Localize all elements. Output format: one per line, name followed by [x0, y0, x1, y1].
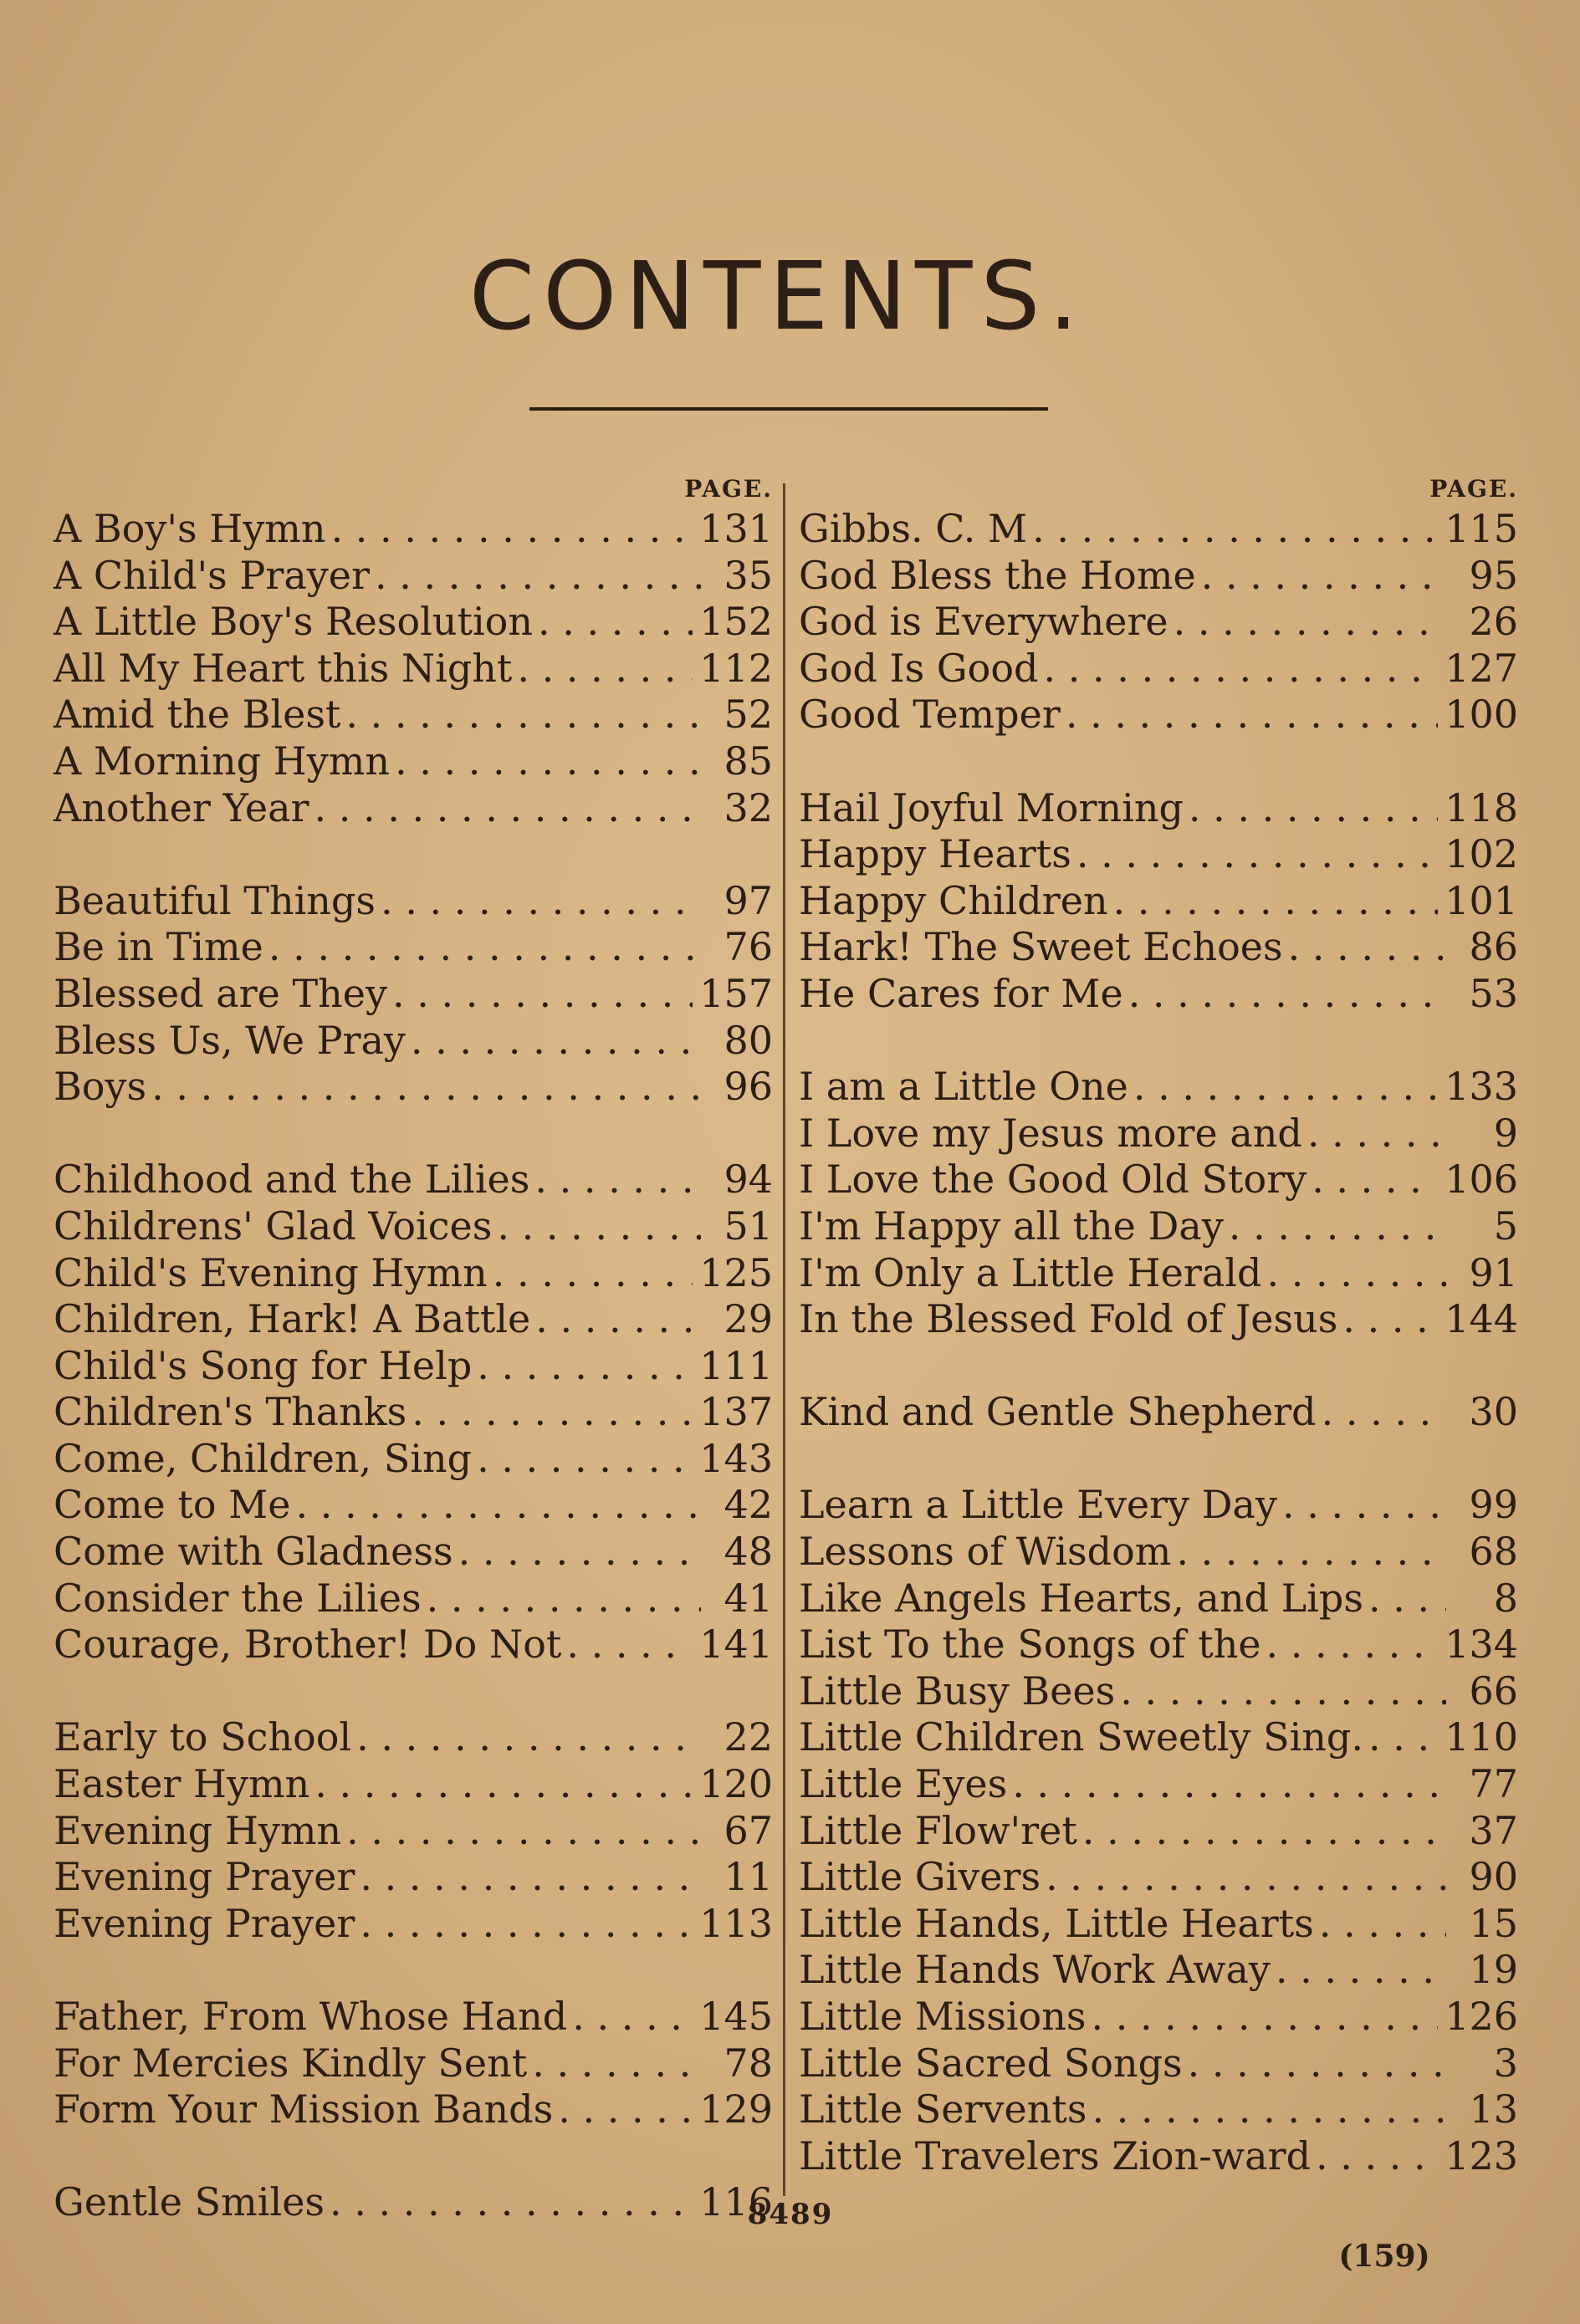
contents-right-column	[799, 472, 1518, 2179]
dot-leader	[1229, 1203, 1446, 1250]
entry-page-number: 123	[1444, 2132, 1518, 2178]
dot-leader	[1044, 646, 1439, 692]
entry-title: A Child's Prayer	[54, 552, 370, 598]
page-column-header-left: PAGE.	[684, 475, 773, 503]
entry-page-number: 113	[699, 1900, 773, 1946]
dot-leader	[1082, 1808, 1446, 1855]
entry-title: Little Hands Work Away	[799, 1947, 1271, 1993]
contents-entry	[54, 1714, 773, 1761]
entry-page-number: 15	[1469, 1900, 1518, 1946]
entry-title: Little Flow'ret	[799, 1807, 1077, 1853]
entry-title: Gentle Smiles	[54, 2179, 325, 2225]
entry-title: Lessons of Wisdom	[799, 1529, 1172, 1575]
dot-leader	[1092, 2086, 1446, 2133]
contents-entry	[54, 924, 773, 971]
entry-page-number: 134	[1444, 1622, 1518, 1668]
entry-page-number: 85	[724, 738, 773, 784]
entry-page-number: 97	[724, 877, 773, 923]
entry-page-number: 11	[724, 1854, 773, 1900]
dot-leader	[572, 1994, 693, 2041]
entry-title: Little Servents	[799, 2086, 1087, 2132]
dot-leader	[1266, 1250, 1446, 1297]
entry-title: Easter Hymn	[54, 1761, 310, 1807]
entry-page-number: 76	[724, 924, 773, 970]
contents-entry	[799, 1111, 1518, 1157]
entry-title: Little Children Sweetly Sing.	[799, 1714, 1363, 1760]
entry-page-number: 106	[1444, 1157, 1518, 1203]
contents-entry	[799, 2133, 1518, 2180]
entry-page-number: 94	[724, 1157, 773, 1203]
entry-page-number: 144	[1444, 1296, 1518, 1342]
contents-entry	[54, 1436, 773, 1483]
entry-page-number: 68	[1469, 1529, 1518, 1575]
entry-page-number: 9	[1493, 1110, 1518, 1156]
dot-leader	[395, 738, 701, 785]
dot-leader	[392, 971, 693, 1018]
entry-title: Good Temper	[799, 692, 1061, 738]
entry-title: Evening Hymn	[54, 1807, 342, 1853]
entry-page-number: 111	[699, 1342, 773, 1388]
entry-title: Another Year	[54, 784, 309, 830]
entry-title: I am a Little One	[799, 1064, 1128, 1110]
entry-title: For Mercies Kindly Sent	[54, 2040, 528, 2086]
entry-title: God is Everywhere	[799, 599, 1168, 645]
dot-leader	[1032, 506, 1438, 553]
dot-leader	[477, 1343, 693, 1390]
entry-title: Little Travelers Zion-ward	[799, 2132, 1312, 2178]
entry-title: He Cares for Me	[799, 970, 1123, 1016]
contents-entry	[799, 1947, 1518, 1994]
contents-entry	[799, 924, 1518, 971]
contents-entry	[54, 692, 773, 738]
entry-page-number: 19	[1469, 1947, 1518, 1993]
entry-page-number: 133	[1444, 1064, 1518, 1110]
dot-leader	[1188, 2041, 1446, 2087]
entry-page-number: 102	[1444, 831, 1518, 877]
entry-title: In the Blessed Fold of Jesus	[799, 1296, 1338, 1342]
entry-title: Come to Me	[54, 1482, 291, 1528]
contents-entry	[799, 1203, 1518, 1250]
entry-title: God Bless the Home	[799, 552, 1196, 598]
contents-entry	[799, 1157, 1518, 1203]
contents-entry	[799, 1622, 1518, 1668]
entry-title: Little Eyes	[799, 1761, 1008, 1807]
dot-leader	[1133, 1064, 1438, 1111]
entry-title: Hark! The Sweet Echoes	[799, 924, 1283, 970]
entry-page-number: 91	[1469, 1249, 1518, 1295]
entry-title: Be in Time	[54, 924, 263, 970]
contents-entry	[54, 878, 773, 925]
entry-page-number: 137	[699, 1389, 773, 1435]
entry-title: Little Missions	[799, 1994, 1087, 2039]
contents-entry	[799, 1064, 1518, 1111]
entry-page-number: 78	[724, 2040, 773, 2086]
contents-entry	[799, 1389, 1518, 1436]
dot-leader	[1201, 553, 1446, 600]
contents-entry	[54, 2086, 773, 2133]
entry-title: Gibbs. C. M	[799, 506, 1028, 551]
entry-title: Children, Hark! A Battle	[54, 1296, 531, 1342]
dot-leader	[330, 2179, 693, 2226]
entry-title: Kind and Gentle Shepherd	[799, 1389, 1317, 1435]
entry-title: Bless Us, We Pray	[54, 1017, 406, 1063]
page-number: (159)	[1338, 2239, 1430, 2274]
contents-entry	[54, 1389, 773, 1436]
entry-title: Children's Thanks	[54, 1389, 407, 1435]
dot-leader	[458, 1529, 701, 1576]
entry-page-number: 116	[699, 2179, 773, 2225]
contents-entry	[799, 1296, 1518, 1343]
contents-entry	[799, 1482, 1518, 1529]
contents-entry	[54, 971, 773, 1018]
entry-title: Father, From Whose Hand	[54, 1994, 568, 2039]
dot-leader	[1113, 878, 1439, 925]
entry-page-number: 5	[1493, 1203, 1518, 1249]
contents-entry	[54, 738, 773, 785]
entry-page-number: 129	[699, 2086, 773, 2132]
dot-leader	[1120, 1668, 1446, 1715]
dot-leader	[295, 1482, 701, 1529]
entry-title: Amid the Blest	[54, 692, 341, 738]
entry-page-number: 26	[1469, 599, 1518, 645]
contents-entry	[54, 1529, 773, 1576]
contents-entry	[54, 1622, 773, 1668]
dot-leader	[558, 2086, 693, 2133]
entry-page-number: 86	[1469, 924, 1518, 970]
entry-title: Hail Joyful Morning	[799, 784, 1184, 830]
entry-page-number: 51	[724, 1203, 773, 1249]
entry-page-number: 8	[1493, 1575, 1518, 1621]
entry-title: Come with Gladness	[54, 1529, 453, 1575]
contents-entry	[54, 1157, 773, 1203]
entry-title: Childhood and the Lilies	[54, 1157, 530, 1203]
contents-entry	[54, 1482, 773, 1529]
contents-entry	[799, 1808, 1518, 1855]
dot-leader	[1091, 1994, 1438, 2041]
entry-title: I Love the Good Old Story	[799, 1157, 1307, 1203]
contents-entry	[799, 506, 1518, 553]
contents-entry	[799, 1761, 1518, 1808]
entry-title: A Little Boy's Resolution	[54, 599, 534, 645]
dot-leader	[411, 1018, 701, 1065]
contents-entry	[799, 1576, 1518, 1622]
entry-page-number: 115	[1444, 506, 1518, 551]
entry-title: Consider the Lilies	[54, 1575, 422, 1621]
dot-leader	[1012, 1761, 1446, 1808]
contents-entry	[799, 785, 1518, 832]
entry-page-number: 77	[1469, 1761, 1518, 1807]
entry-page-number: 41	[724, 1575, 773, 1621]
entry-title: Childrens' Glad Voices	[54, 1203, 493, 1249]
contents-entry	[54, 1343, 773, 1390]
dot-leader	[1319, 1901, 1446, 1948]
dot-leader	[1342, 1296, 1438, 1343]
contents-entry	[799, 1901, 1518, 1948]
entry-page-number: 127	[1444, 645, 1518, 691]
dot-leader	[360, 1901, 693, 1948]
entry-page-number: 29	[724, 1296, 773, 1342]
entry-page-number: 52	[724, 692, 773, 738]
entry-page-number: 30	[1469, 1389, 1518, 1435]
entry-title: Little Hands, Little Hearts	[799, 1900, 1314, 1946]
entry-title: I Love my Jesus more and	[799, 1110, 1302, 1156]
entry-page-number: 120	[699, 1761, 773, 1807]
contents-entry	[799, 878, 1518, 925]
entry-title: I'm Happy all the Day	[799, 1203, 1224, 1249]
entry-title: Form Your Mission Bands	[54, 2086, 554, 2132]
contents-entry	[799, 971, 1518, 1018]
contents-entry	[54, 1576, 773, 1622]
dot-leader	[1266, 1622, 1439, 1668]
dot-leader	[1288, 924, 1446, 971]
dot-leader	[1316, 2133, 1438, 2180]
contents-entry	[799, 1668, 1518, 1715]
contents-entry	[54, 646, 773, 692]
contents-entry	[799, 831, 1518, 878]
contents-entry	[799, 646, 1518, 692]
contents-entry	[799, 1714, 1518, 1761]
contents-entry	[54, 1064, 773, 1111]
dot-leader	[538, 599, 693, 646]
entry-page-number: 143	[699, 1435, 773, 1481]
dot-leader	[345, 692, 701, 738]
entry-title: Learn a Little Every Day	[799, 1482, 1277, 1528]
contents-entry	[54, 1761, 773, 1808]
entry-page-number: 157	[699, 970, 773, 1016]
entry-title: God Is Good	[799, 645, 1039, 691]
contents-entry	[799, 1529, 1518, 1576]
contents-entry	[54, 2041, 773, 2087]
contents-entry	[54, 1901, 773, 1948]
dot-leader	[493, 1250, 693, 1297]
entry-title: Courage, Brother! Do Not	[54, 1622, 562, 1668]
entry-page-number: 32	[724, 784, 773, 830]
contents-entry	[799, 692, 1518, 738]
dot-leader	[381, 878, 701, 925]
dot-leader	[1128, 971, 1446, 1018]
dot-leader	[375, 553, 701, 600]
entry-page-number: 80	[724, 1017, 773, 1063]
entry-title: Evening Prayer	[54, 1854, 355, 1900]
entry-title: List To the Songs of the	[799, 1622, 1261, 1668]
contents-entry	[54, 1250, 773, 1297]
entry-title: Little Givers	[799, 1854, 1041, 1900]
dot-leader	[1076, 831, 1438, 878]
entry-page-number: 125	[699, 1249, 773, 1295]
contents-entry	[54, 785, 773, 832]
contents-entry	[799, 1854, 1518, 1901]
entry-page-number: 100	[1444, 692, 1518, 738]
entry-page-number: 37	[1469, 1807, 1518, 1853]
entry-page-number: 35	[724, 552, 773, 598]
entry-page-number: 141	[699, 1622, 773, 1668]
entry-title: Early to School	[54, 1714, 352, 1760]
dot-leader	[1282, 1482, 1446, 1529]
entry-page-number: 110	[1444, 1714, 1518, 1760]
entry-page-number: 96	[724, 1064, 773, 1110]
page-title: CONTENTS.	[468, 243, 1087, 351]
dot-leader	[535, 1296, 701, 1343]
entry-title: Evening Prayer	[54, 1900, 355, 1946]
dot-leader	[314, 785, 702, 832]
dot-leader	[1368, 1714, 1438, 1761]
entry-page-number: 42	[724, 1482, 773, 1528]
entry-title: Child's Song for Help	[54, 1342, 473, 1388]
entry-page-number: 22	[724, 1714, 773, 1760]
entry-title: Little Busy Bees	[799, 1668, 1116, 1714]
entry-page-number: 99	[1469, 1482, 1518, 1528]
entry-page-number: 101	[1444, 877, 1518, 923]
dot-leader	[1276, 1947, 1446, 1994]
contents-entry	[54, 1018, 773, 1065]
contents-list-right	[799, 506, 1518, 2179]
entry-title: A Morning Hymn	[54, 738, 391, 784]
entry-page-number: 53	[1469, 970, 1518, 1016]
dot-leader	[346, 1808, 701, 1855]
contents-entry	[799, 1994, 1518, 2041]
title-rule	[529, 407, 1048, 411]
entry-title: Boys	[54, 1064, 147, 1110]
dot-leader	[497, 1203, 701, 1250]
entry-page-number: 66	[1469, 1668, 1518, 1714]
dot-leader	[314, 1761, 693, 1808]
entry-title: I'm Only a Little Herald	[799, 1249, 1262, 1295]
contents-entry	[54, 599, 773, 646]
dot-leader	[427, 1576, 701, 1622]
entry-page-number: 152	[699, 599, 773, 645]
contents-entry	[54, 1854, 773, 1901]
contents-entry	[799, 599, 1518, 646]
entry-page-number: 3	[1493, 2040, 1518, 2086]
entry-title: Happy Hearts	[799, 831, 1071, 877]
page-column-header-right: PAGE.	[1429, 475, 1518, 503]
dot-leader	[412, 1389, 693, 1436]
contents-entry	[799, 1250, 1518, 1297]
contents-entry	[54, 1994, 773, 2041]
entry-page-number: 118	[1444, 784, 1518, 830]
dot-leader	[534, 1157, 701, 1203]
contents-entry	[799, 2041, 1518, 2087]
dot-leader	[517, 646, 693, 692]
contents-entry	[799, 2086, 1518, 2133]
contents-list-left	[54, 506, 773, 2226]
dot-leader	[1189, 785, 1438, 832]
entry-title: Little Sacred Songs	[799, 2040, 1183, 2086]
dot-leader	[1046, 1854, 1446, 1901]
entry-page-number: 131	[699, 506, 773, 551]
entry-title: Like Angels Hearts, and Lips	[799, 1575, 1363, 1621]
entry-page-number: 145	[699, 1994, 773, 2039]
dot-leader	[477, 1436, 693, 1483]
entry-page-number: 67	[724, 1807, 773, 1853]
contents-entry	[54, 506, 773, 553]
dot-leader	[1066, 692, 1438, 738]
dot-leader	[268, 924, 701, 971]
contents-left-column	[54, 472, 773, 2226]
dot-leader	[1176, 1529, 1446, 1576]
dot-leader	[1312, 1157, 1438, 1203]
contents-entry	[54, 1808, 773, 1855]
entry-title: Happy Children	[799, 877, 1108, 923]
entry-title: Blessed are They	[54, 970, 388, 1016]
entry-page-number: 126	[1444, 1994, 1518, 2039]
dot-leader	[1173, 599, 1446, 646]
entry-title: Come, Children, Sing	[54, 1435, 473, 1481]
entry-title: A Boy's Hymn	[54, 506, 326, 551]
dot-leader	[1368, 1576, 1446, 1622]
dot-leader	[331, 506, 693, 553]
entry-page-number: 13	[1469, 2086, 1518, 2132]
contents-entry	[799, 553, 1518, 600]
dot-leader	[151, 1064, 701, 1111]
contents-entry	[54, 553, 773, 600]
entry-page-number: 95	[1469, 552, 1518, 598]
dot-leader	[532, 2041, 701, 2087]
entry-title: All My Heart this Night	[54, 645, 513, 691]
entry-page-number: 90	[1469, 1854, 1518, 1900]
entry-page-number: 112	[699, 645, 773, 691]
column-divider	[783, 483, 785, 2196]
catalog-number: 8489	[747, 2198, 834, 2231]
dot-leader	[356, 1714, 701, 1761]
dot-leader	[1307, 1111, 1446, 1157]
dot-leader	[566, 1622, 693, 1668]
contents-entry	[54, 2179, 773, 2226]
contents-entry	[54, 1203, 773, 1250]
entry-title: Child's Evening Hymn	[54, 1249, 488, 1295]
entry-page-number: 48	[724, 1529, 773, 1575]
contents-entry	[54, 1296, 773, 1343]
dot-leader	[1322, 1389, 1446, 1436]
entry-title: Beautiful Things	[54, 877, 376, 923]
dot-leader	[360, 1854, 701, 1901]
